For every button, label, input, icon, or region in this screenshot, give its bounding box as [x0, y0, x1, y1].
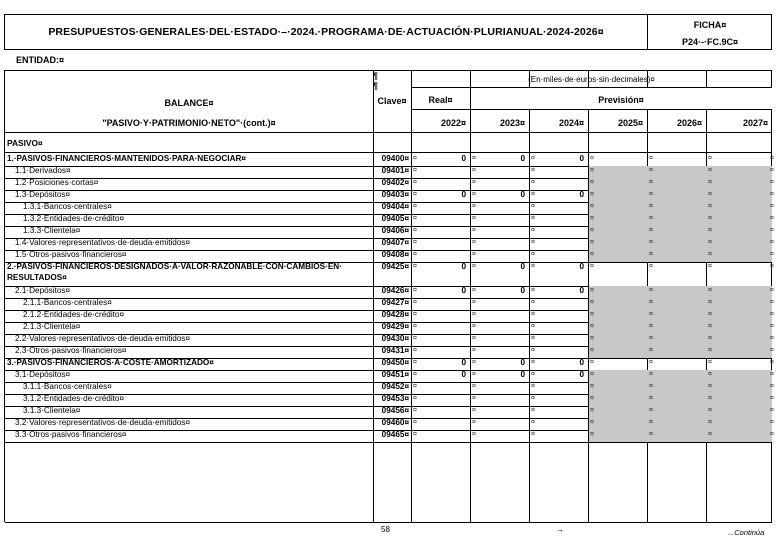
disabled-cell — [589, 322, 772, 334]
cell-mark: ¤ — [590, 239, 594, 246]
value-cell: 0 — [579, 370, 584, 379]
cell-mark: ¤ — [472, 179, 476, 186]
cell-mark: ¤ — [708, 347, 712, 354]
cell-mark: ¤ — [590, 311, 594, 318]
column-rule — [373, 71, 374, 522]
cell-mark: ¤ — [472, 251, 476, 258]
cell-mark: ¤ — [531, 431, 535, 438]
row-end-mark: ¤ — [770, 287, 774, 294]
cell-mark: ¤ — [413, 191, 417, 198]
column-rule — [529, 71, 530, 522]
cell-mark: ¤ — [649, 263, 653, 270]
disabled-cell — [589, 226, 772, 238]
row-end-mark: ¤ — [770, 155, 774, 162]
page-title: PRESUPUESTOS·GENERALES·DEL·ESTADO·–·2024.·PROGRAMA·DE·ACTUACIÓN·PLURIANUAL·2024-2026¤ — [48, 26, 604, 38]
cell-mark: ¤ — [649, 383, 653, 390]
cell-mark: ¤ — [590, 179, 594, 186]
row-label: 2.1.2·Entidades·de·crédito¤ — [23, 310, 125, 319]
cell-mark: ¤ — [708, 227, 712, 234]
row-label: 2.1·Depósitos¤ — [15, 286, 71, 295]
value-cell: 0 — [461, 370, 466, 379]
row-label: 3.1·Depósitos¤ — [15, 370, 71, 379]
cell-mark: ¤ — [708, 419, 712, 426]
cell-mark: ¤ — [531, 287, 535, 294]
row-key: 09429¤ — [381, 322, 409, 331]
row-end-mark: ¤ — [770, 299, 774, 306]
cell-mark: ¤ — [649, 179, 653, 186]
row-end-mark: ¤ — [770, 371, 774, 378]
row-label: 1.5·Otros·pasivos·financieros¤ — [15, 250, 127, 259]
row-key: 09404¤ — [381, 202, 409, 211]
disabled-cell — [589, 238, 772, 250]
value-cell: 0 — [520, 154, 525, 163]
value-cell: 0 — [579, 286, 584, 295]
cell-mark: ¤ — [531, 335, 535, 342]
cell-mark: ¤ — [531, 395, 535, 402]
row-key: 09405¤ — [381, 214, 409, 223]
disabled-cell — [589, 190, 772, 202]
value-cell: 0 — [520, 262, 525, 271]
cell-mark: ¤ — [413, 239, 417, 246]
cell-mark: ¤ — [413, 227, 417, 234]
cell-mark: ¤ — [413, 395, 417, 402]
cell-mark: ¤ — [649, 335, 653, 342]
row-key: 09465¤ — [381, 430, 409, 439]
value-cell: 0 — [461, 190, 466, 199]
pilcrow: ¶ — [373, 81, 379, 91]
cell-mark: ¤ — [708, 371, 712, 378]
ficha-code: P24·-·FC.9C¤ — [681, 37, 738, 47]
cell-mark: ¤ — [413, 155, 417, 162]
row-end-mark: ¤ — [770, 239, 774, 246]
cell-mark: ¤ — [531, 407, 535, 414]
cell-mark: ¤ — [472, 191, 476, 198]
cell-mark: ¤ — [413, 407, 417, 414]
clave-heading: Clave¤ — [377, 96, 407, 106]
disabled-cell — [589, 166, 772, 178]
disabled-cell — [589, 418, 772, 430]
row-label: 3.·PASIVOS·FINANCIEROS·A·COSTE·AMORTIZADO¤ — [7, 358, 214, 367]
row-label: 1.4·Valores·representativos·de·deuda·emitidos¤ — [15, 238, 191, 247]
cell-mark: ¤ — [413, 299, 417, 306]
year-heading: 2027¤ — [742, 118, 768, 128]
cell-mark: ¤ — [531, 323, 535, 330]
cell-mark: ¤ — [531, 359, 535, 366]
cell-mark: ¤ — [413, 179, 417, 186]
row-key: 09406¤ — [381, 226, 409, 235]
cell-mark: ¤ — [413, 431, 417, 438]
cell-mark: ¤ — [590, 335, 594, 342]
cell-mark: ¤ — [413, 347, 417, 354]
arrow-icon: → — [556, 525, 564, 534]
row-end-mark: ¤ — [770, 419, 774, 426]
cell-mark: ¤ — [413, 203, 417, 210]
cell-mark: ¤ — [590, 263, 594, 270]
value-cell: 0 — [520, 190, 525, 199]
ficha-label: FICHA¤ — [693, 20, 727, 30]
row-label: 2.1.3·Clientela¤ — [23, 322, 81, 331]
cell-mark: ¤ — [531, 419, 535, 426]
cell-mark: ¤ — [649, 251, 653, 258]
cell-mark: ¤ — [472, 155, 476, 162]
cell-mark: ¤ — [708, 359, 712, 366]
cell-mark: ¤ — [413, 419, 417, 426]
row-end-mark: ¤ — [770, 407, 774, 414]
cell-mark: ¤ — [590, 347, 594, 354]
row-key: 09453¤ — [381, 394, 409, 403]
cell-mark: ¤ — [649, 191, 653, 198]
cell-mark: ¤ — [472, 167, 476, 174]
cell-mark: ¤ — [472, 335, 476, 342]
year-heading: 2025¤ — [617, 118, 643, 128]
units-note: (En·miles·de·euros·sin·decimales)¤ — [528, 75, 655, 84]
cell-mark: ¤ — [649, 287, 653, 294]
column-rule — [411, 71, 412, 522]
row-key: 09426¤ — [381, 286, 409, 295]
row-label: 3.1.2·Entidades·de·crédito¤ — [23, 394, 125, 403]
row-label: 3.3·Otros·pasivos·financieros¤ — [15, 430, 127, 439]
balance-subheading: "PASIVO·Y·PATRIMONIO·NETO"·(cont.)¤ — [102, 118, 276, 128]
row-key: 09402¤ — [381, 178, 409, 187]
cell-mark: ¤ — [531, 167, 535, 174]
cell-mark: ¤ — [649, 155, 653, 162]
cell-mark: ¤ — [413, 371, 417, 378]
row-key: 09451¤ — [381, 370, 409, 379]
cell-mark: ¤ — [590, 167, 594, 174]
row-key: 09403¤ — [381, 190, 409, 199]
cell-mark: ¤ — [472, 359, 476, 366]
row-end-mark: ¤ — [770, 215, 774, 222]
cell-mark: ¤ — [649, 371, 653, 378]
row-label: 1.3.1·Bancos·centrales¤ — [23, 202, 112, 211]
row-label: 1.3.2·Entidades·de·crédito¤ — [23, 214, 125, 223]
cell-mark: ¤ — [708, 179, 712, 186]
cell-mark: ¤ — [649, 227, 653, 234]
cell-mark: ¤ — [708, 311, 712, 318]
disabled-cell — [589, 346, 772, 358]
cell-mark: ¤ — [708, 155, 712, 162]
continues-note: ...Continúa — [728, 528, 765, 537]
cell-mark: ¤ — [531, 179, 535, 186]
cell-mark: ¤ — [531, 227, 535, 234]
value-cell: 0 — [579, 262, 584, 271]
header-rule — [411, 109, 772, 110]
row-label: 2.1.1·Bancos·centrales¤ — [23, 298, 112, 307]
cell-mark: ¤ — [590, 227, 594, 234]
cell-mark: ¤ — [708, 191, 712, 198]
cell-mark: ¤ — [649, 395, 653, 402]
entidad-label: ENTIDAD:¤ — [16, 55, 65, 65]
cell-mark: ¤ — [531, 299, 535, 306]
row-end-mark: ¤ — [770, 323, 774, 330]
cell-mark: ¤ — [590, 383, 594, 390]
cell-mark: ¤ — [472, 203, 476, 210]
cell-mark: ¤ — [413, 287, 417, 294]
row-label: 1.3·Depósitos¤ — [15, 190, 71, 199]
cell-mark: ¤ — [708, 323, 712, 330]
cell-mark: ¤ — [472, 431, 476, 438]
cell-mark: ¤ — [531, 215, 535, 222]
cell-mark: ¤ — [649, 311, 653, 318]
value-cell: 0 — [579, 358, 584, 367]
balance-table — [4, 70, 772, 522]
row-end-mark: ¤ — [770, 263, 774, 270]
row-key: 09430¤ — [381, 334, 409, 343]
year-heading: 2026¤ — [676, 118, 702, 128]
cell-mark: ¤ — [413, 359, 417, 366]
row-end-mark: ¤ — [770, 395, 774, 402]
row-key: 09450¤ — [381, 358, 409, 367]
disabled-cell — [589, 370, 772, 382]
value-cell: 0 — [520, 286, 525, 295]
pilcrow: ¶ — [373, 71, 379, 81]
cell-mark: ¤ — [531, 371, 535, 378]
row-key: 09456¤ — [381, 406, 409, 415]
cell-mark: ¤ — [708, 167, 712, 174]
cell-mark: ¤ — [472, 395, 476, 402]
cell-mark: ¤ — [472, 299, 476, 306]
cell-mark: ¤ — [649, 347, 653, 354]
row-end-mark: ¤ — [770, 227, 774, 234]
cell-mark: ¤ — [472, 263, 476, 270]
row-end-mark: ¤ — [770, 311, 774, 318]
cell-mark: ¤ — [649, 215, 653, 222]
cell-mark: ¤ — [472, 323, 476, 330]
disabled-cell — [589, 178, 772, 190]
disabled-cell — [589, 334, 772, 346]
cell-mark: ¤ — [531, 155, 535, 162]
row-label: 3.1.3·Clientela¤ — [23, 406, 81, 415]
row-key: 09427¤ — [381, 298, 409, 307]
cell-mark: ¤ — [531, 347, 535, 354]
cell-mark: ¤ — [472, 383, 476, 390]
cell-mark: ¤ — [590, 359, 594, 366]
row-label: RESULTADOS¤ — [7, 273, 67, 282]
cell-mark: ¤ — [708, 239, 712, 246]
disabled-cell — [589, 298, 772, 310]
disabled-cell — [589, 310, 772, 322]
disabled-cell — [589, 202, 772, 214]
cell-mark: ¤ — [413, 215, 417, 222]
disabled-cell — [589, 286, 772, 298]
cell-mark: ¤ — [649, 323, 653, 330]
disabled-cell — [589, 382, 772, 394]
value-cell: 0 — [461, 358, 466, 367]
row-end-mark: ¤ — [770, 251, 774, 258]
row-key: 09425¤ — [381, 262, 409, 271]
section-label: PASIVO¤ — [7, 138, 43, 148]
value-cell: 0 — [520, 370, 525, 379]
cell-mark: ¤ — [413, 167, 417, 174]
row-label: 2.3·Otros·pasivos·financieros¤ — [15, 346, 127, 355]
row-end-mark: ¤ — [770, 383, 774, 390]
cell-mark: ¤ — [472, 227, 476, 234]
cell-mark: ¤ — [531, 239, 535, 246]
cell-mark: ¤ — [472, 347, 476, 354]
cell-mark: ¤ — [472, 371, 476, 378]
row-key: 09428¤ — [381, 310, 409, 319]
value-cell: 0 — [461, 154, 466, 163]
year-heading: 2024¤ — [558, 118, 584, 128]
value-cell: 0 — [579, 190, 584, 199]
cell-mark: ¤ — [708, 335, 712, 342]
disabled-cell — [589, 250, 772, 262]
value-cell: 0 — [461, 286, 466, 295]
cell-mark: ¤ — [531, 383, 535, 390]
cell-mark: ¤ — [413, 251, 417, 258]
cell-mark: ¤ — [708, 287, 712, 294]
cell-mark: ¤ — [590, 155, 594, 162]
cell-mark: ¤ — [708, 395, 712, 402]
value-cell: 0 — [520, 358, 525, 367]
cell-mark: ¤ — [649, 239, 653, 246]
cell-mark: ¤ — [413, 335, 417, 342]
cell-mark: ¤ — [590, 371, 594, 378]
cell-mark: ¤ — [649, 407, 653, 414]
cell-mark: ¤ — [649, 167, 653, 174]
cell-mark: ¤ — [590, 407, 594, 414]
disabled-cell — [589, 406, 772, 418]
cell-mark: ¤ — [590, 395, 594, 402]
cell-mark: ¤ — [649, 203, 653, 210]
cell-mark: ¤ — [649, 359, 653, 366]
cell-mark: ¤ — [708, 407, 712, 414]
prevision-heading: Previsión¤ — [598, 95, 644, 105]
cell-mark: ¤ — [531, 251, 535, 258]
cell-mark: ¤ — [708, 203, 712, 210]
cell-mark: ¤ — [708, 431, 712, 438]
disabled-cell — [589, 430, 772, 442]
row-label: 3.2·Valores·representativos·de·deuda·emitidos¤ — [15, 418, 191, 427]
row-label: 1.3.3·Clientela¤ — [23, 226, 81, 235]
cell-mark: ¤ — [472, 311, 476, 318]
cell-mark: ¤ — [708, 251, 712, 258]
row-label: 1.·PASIVOS·FINANCIEROS·MANTENIDOS·PARA·NEGOCIAR¤ — [7, 154, 246, 163]
cell-mark: ¤ — [472, 215, 476, 222]
cell-mark: ¤ — [590, 419, 594, 426]
cell-mark: ¤ — [590, 323, 594, 330]
cell-mark: ¤ — [708, 215, 712, 222]
row-end-mark: ¤ — [770, 191, 774, 198]
row-end-mark: ¤ — [770, 203, 774, 210]
cell-mark: ¤ — [531, 311, 535, 318]
real-heading: Real¤ — [428, 95, 453, 105]
cell-mark: ¤ — [708, 299, 712, 306]
cell-mark: ¤ — [413, 311, 417, 318]
row-key: 09401¤ — [381, 166, 409, 175]
value-cell: 0 — [579, 154, 584, 163]
cell-mark: ¤ — [649, 419, 653, 426]
cell-mark: ¤ — [531, 191, 535, 198]
row-end-mark: ¤ — [770, 359, 774, 366]
cell-mark: ¤ — [708, 263, 712, 270]
row-end-mark: ¤ — [770, 167, 774, 174]
row-key: 09407¤ — [381, 238, 409, 247]
disabled-cell — [589, 394, 772, 406]
page-number: 58 — [381, 525, 390, 534]
header-rule — [5, 132, 772, 133]
row-end-mark: ¤ — [770, 179, 774, 186]
value-cell: 0 — [461, 262, 466, 271]
row-key: 09452¤ — [381, 382, 409, 391]
table-bottom — [5, 522, 772, 523]
cell-mark: ¤ — [472, 287, 476, 294]
cell-mark: ¤ — [590, 299, 594, 306]
year-heading: 2023¤ — [499, 118, 525, 128]
row-end-mark: ¤ — [770, 347, 774, 354]
row-label: 1.1·Derivados¤ — [15, 166, 71, 175]
row-rule — [5, 442, 772, 443]
row-label: 3.1.1·Bancos·centrales¤ — [23, 382, 112, 391]
row-key: 09408¤ — [381, 250, 409, 259]
row-end-mark: ¤ — [770, 431, 774, 438]
balance-heading: BALANCE¤ — [164, 98, 214, 108]
cell-mark: ¤ — [531, 203, 535, 210]
cell-mark: ¤ — [413, 323, 417, 330]
year-heading: 2022¤ — [440, 118, 466, 128]
cell-mark: ¤ — [590, 431, 594, 438]
section-rule — [5, 152, 772, 153]
cell-mark: ¤ — [590, 251, 594, 258]
disabled-cell — [589, 214, 772, 226]
cell-mark: ¤ — [590, 287, 594, 294]
cell-mark: ¤ — [590, 203, 594, 210]
row-end-mark: ¤ — [770, 335, 774, 342]
column-rule — [470, 71, 471, 522]
row-label: 1.2·Posiciones·cortas¤ — [15, 178, 99, 187]
row-key: 09460¤ — [381, 418, 409, 427]
cell-mark: ¤ — [472, 239, 476, 246]
cell-mark: ¤ — [413, 383, 417, 390]
cell-mark: ¤ — [708, 383, 712, 390]
row-key: 09400¤ — [381, 154, 409, 163]
cell-mark: ¤ — [590, 191, 594, 198]
row-key: 09431¤ — [381, 346, 409, 355]
cell-mark: ¤ — [472, 407, 476, 414]
cell-mark: ¤ — [531, 263, 535, 270]
cell-mark: ¤ — [590, 215, 594, 222]
cell-mark: ¤ — [413, 263, 417, 270]
row-label: 2.·PASIVOS·FINANCIEROS·DESIGNADOS·A·VALOR·RAZONABLE·CON·CAMBIOS·EN· — [7, 262, 342, 271]
cell-mark: ¤ — [472, 419, 476, 426]
cell-mark: ¤ — [649, 299, 653, 306]
row-label: 2.2·Valores·representativos·de·deuda·emitidos¤ — [15, 334, 191, 343]
cell-mark: ¤ — [649, 431, 653, 438]
